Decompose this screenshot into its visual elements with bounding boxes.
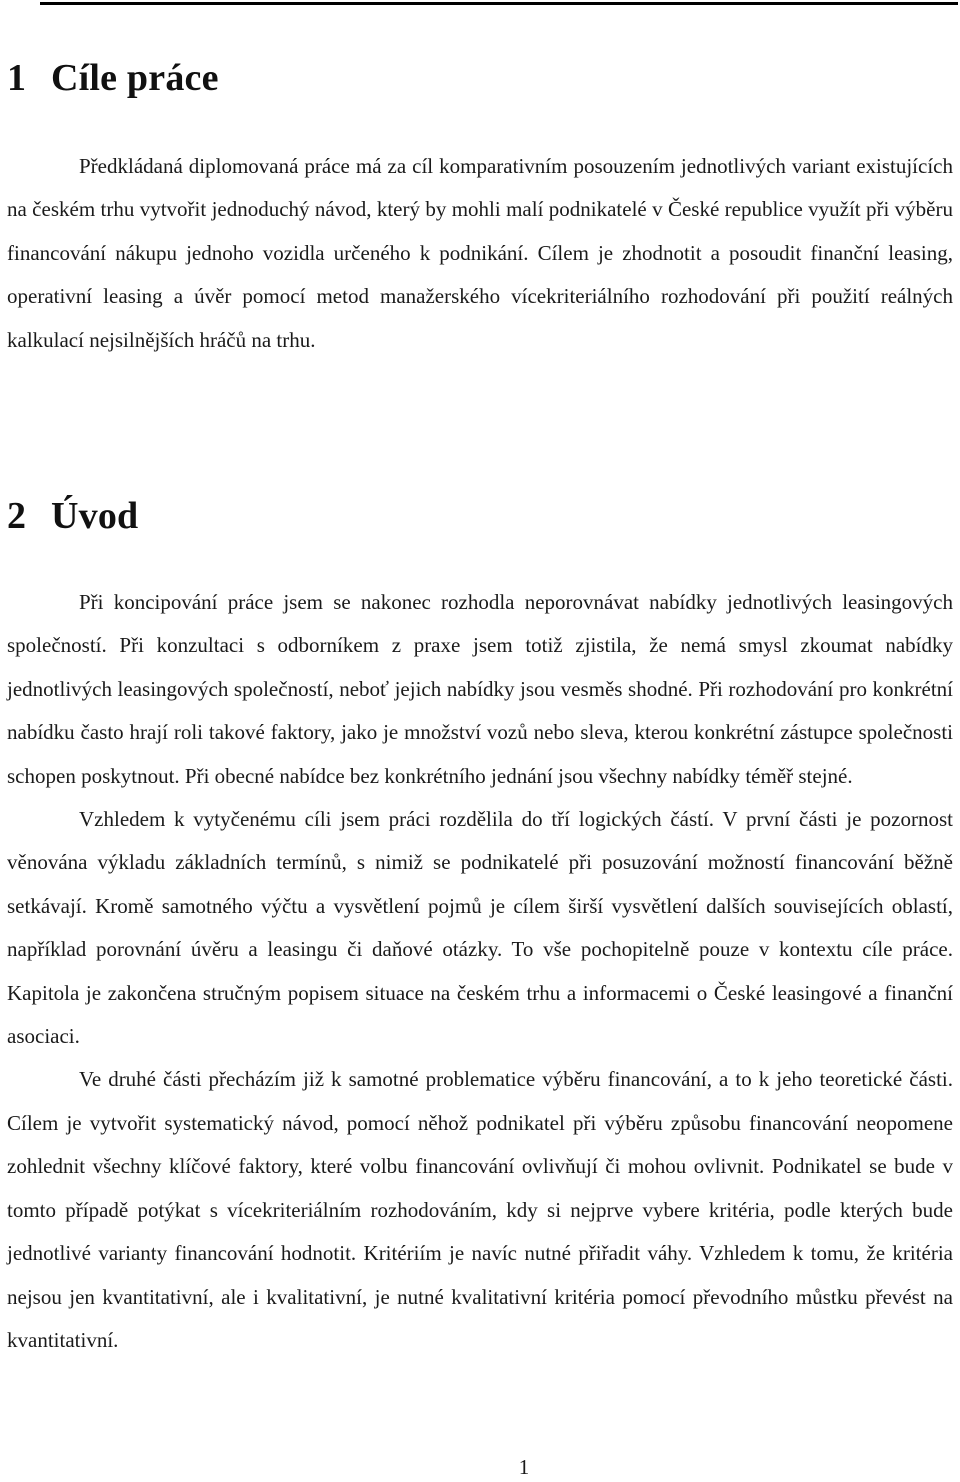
- paragraph: Ve druhé části přecházím již k samotné problematice výběru financování, a to k jeho teoretické části. Cílem je vytvořit systematický návod, pomocí něhož podnikatel při výběru způsobu financování neopomene zohlednit všechny klíčové faktory, které volbu financování ovlivňují či mohou ovlivnit. Podnikatel se bude v tomto případě potýkat s vícekriteriálním rozhodováním, kdy si nejprve vybere kritéria, podle kterých bude jednotlivé varianty financování hodnotit. Kritériím je navíc nutné přiřadit váhy. Vzhledem k tomu, že kritéria nejsou jen kvantitativní, ale i kvalitativní, je nutné kvalitativní kritéria pomocí převodního můstku převést na kvantitativní.: [7, 1067, 953, 1352]
- section-heading-1: [7, 56, 219, 100]
- page-number: 1: [518, 1455, 530, 1479]
- section-title: Cíle práce: [51, 57, 219, 99]
- section-heading-2: [7, 494, 138, 538]
- paragraph: Předkládaná diplomovaná práce má za cíl komparativním posouzením jednotlivých variant existujících na českém trhu vytvořit jednoduchý návod, který by mohli malí podnikatelé v České republice využít při výběru financování nákupu jednoho vozidla určeného k podnikání. Cílem je zhodnotit a posoudit finanční leasing, operativní leasing a úvěr pomocí metod manažerského vícekriteriálního rozhodování při použití reálných kalkulací nejsilnějších hráčů na trhu.: [7, 154, 953, 352]
- section-title: Úvod: [51, 495, 139, 537]
- paragraph: Při koncipování práce jsem se nakonec rozhodla neporovnávat nabídky jednotlivých leasingových společností. Při konzultaci s odborníkem z praxe jsem totiž zjistila, že nemá smysl zkoumat nabídky jednotlivých leasingových společností, neboť jejich nabídky jsou vesměs shodné. Při rozhodování pro konkrétní nabídku často hrají roli takové faktory, jako je množství vozů nebo sleva, kterou konkrétní zástupce společnosti schopen poskytnout. Při obecné nabídce bez konkrétního jednání jsou všechny nabídky téměř stejné.: [7, 590, 953, 788]
- section-body-2: [7, 581, 953, 1362]
- header-rule: [40, 2, 958, 5]
- section-body-1: [7, 145, 953, 362]
- section-number: 1: [7, 57, 27, 99]
- section-number: 2: [7, 495, 27, 537]
- paragraph: Vzhledem k vytyčenému cíli jsem práci rozdělila do tří logických částí. V první části je pozornost věnována výkladu základních termínů, s nimiž se podnikatelé při posuzování možností financování běžně setkávají. Kromě samotného výčtu a vysvětlení pojmů je cílem širší vysvětlení dalších souvisejících oblastí, například porovnání úvěru a leasingu či daňové otázky. To vše pochopitelně pouze v kontextu cíle práce. Kapitola je zakončena stručným popisem situace na českém trhu a informacemi o České leasingové a finanční asociaci.: [7, 807, 953, 1049]
